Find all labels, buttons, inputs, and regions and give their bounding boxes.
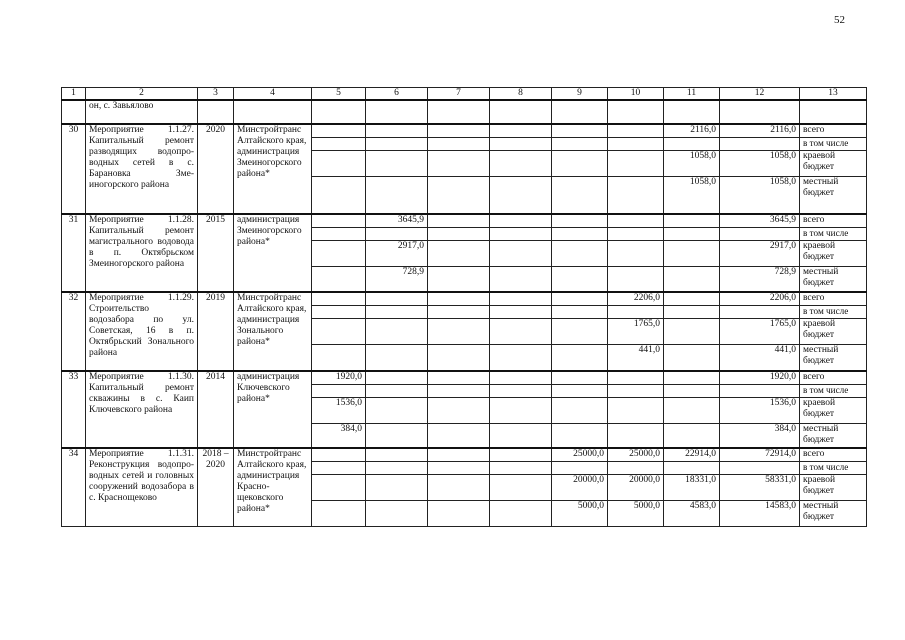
year-value (428, 227, 490, 240)
year-value (366, 150, 428, 176)
year-value (490, 305, 552, 318)
year-value (312, 292, 366, 305)
year-value (312, 318, 366, 344)
year-value (552, 371, 608, 384)
year-value (490, 474, 552, 500)
funding-source: всего (800, 448, 867, 461)
year-value: 20000,0 (608, 474, 664, 500)
year-value (428, 240, 490, 266)
table-row (62, 371, 867, 384)
year-value: 25000,0 (552, 448, 608, 461)
year-value (490, 500, 552, 526)
executor: администрация Ключевского района* (234, 371, 312, 448)
empty-cell (720, 100, 800, 124)
empty-cell (366, 100, 428, 124)
year-value: 3645,9 (366, 214, 428, 227)
year-value (366, 137, 428, 150)
total-value (720, 305, 800, 318)
year-value: 384,0 (312, 423, 366, 448)
year-value: 2917,0 (366, 240, 428, 266)
year-value (366, 448, 428, 461)
year-value: 728,9 (366, 266, 428, 292)
empty-cell (664, 100, 720, 124)
year-value: 5000,0 (608, 500, 664, 526)
funding-source: всего (800, 371, 867, 384)
year-value (552, 266, 608, 292)
implementation-year: 2019 (198, 292, 234, 371)
year-value (664, 227, 720, 240)
year-value (664, 423, 720, 448)
year-value: 1920,0 (312, 371, 366, 384)
year-value (490, 292, 552, 305)
year-value: 4583,0 (664, 500, 720, 526)
year-value (490, 227, 552, 240)
year-value (490, 176, 552, 214)
year-value (428, 266, 490, 292)
table-row (62, 448, 867, 461)
page-number: 52 (834, 14, 845, 26)
table-row (62, 292, 867, 305)
year-value (490, 384, 552, 397)
year-value (428, 384, 490, 397)
year-value (312, 500, 366, 526)
year-value (608, 371, 664, 384)
year-value (552, 423, 608, 448)
continuation-text: он, с. Завьялово (86, 100, 198, 124)
total-value: 1058,0 (720, 150, 800, 176)
total-value: 1920,0 (720, 371, 800, 384)
table-row (62, 124, 867, 137)
funding-source: в том числе (800, 384, 867, 397)
implementation-year: 2015 (198, 214, 234, 292)
header-cell: 8 (490, 88, 552, 101)
executor: Минстройтранс Алтайского края, администрация Зонального района* (234, 292, 312, 371)
measure-name: Мероприятие 1.1.27. Капитальный ремонт разводящих водопроводных сетей в с. Барановка Змеиногорского района (86, 124, 198, 214)
header-cell: 9 (552, 88, 608, 101)
total-value: 3645,9 (720, 214, 800, 227)
total-value (720, 227, 800, 240)
year-value: 1765,0 (608, 318, 664, 344)
year-value (664, 318, 720, 344)
empty-cell (552, 100, 608, 124)
total-value: 2917,0 (720, 240, 800, 266)
row-number: 32 (62, 292, 86, 371)
year-value: 2116,0 (664, 124, 720, 137)
table-row (62, 214, 867, 227)
year-value (366, 500, 428, 526)
year-value (312, 461, 366, 474)
table-header-row (62, 88, 867, 101)
year-value (608, 423, 664, 448)
year-value (664, 214, 720, 227)
year-value (428, 305, 490, 318)
year-value (366, 344, 428, 371)
year-value (552, 318, 608, 344)
empty-cell (608, 100, 664, 124)
year-value (608, 305, 664, 318)
funding-source: всего (800, 292, 867, 305)
year-value (552, 137, 608, 150)
year-value (366, 423, 428, 448)
year-value (490, 150, 552, 176)
year-value (552, 344, 608, 371)
year-value (608, 227, 664, 240)
year-value (312, 176, 366, 214)
funding-source: всего (800, 214, 867, 227)
empty-cell (428, 100, 490, 124)
budget-table (61, 87, 867, 527)
year-value (664, 384, 720, 397)
year-value (366, 176, 428, 214)
year-value (552, 124, 608, 137)
year-value (608, 150, 664, 176)
year-value (490, 448, 552, 461)
empty-cell (312, 100, 366, 124)
empty-cell (62, 100, 86, 124)
year-value (664, 371, 720, 384)
measure-name: Мероприятие 1.1.30. Капитальный ремонт скважины в с. Каип Ключевского района (86, 371, 198, 448)
row-number: 30 (62, 124, 86, 214)
year-value (490, 266, 552, 292)
year-value (366, 474, 428, 500)
year-value (664, 397, 720, 423)
year-value (312, 305, 366, 318)
year-value (552, 227, 608, 240)
year-value (552, 150, 608, 176)
empty-cell (198, 100, 234, 124)
year-value (490, 423, 552, 448)
row-number: 33 (62, 371, 86, 448)
year-value (552, 384, 608, 397)
year-value (428, 500, 490, 526)
funding-source: местный бюджет (800, 500, 867, 526)
total-value: 1058,0 (720, 176, 800, 214)
year-value (366, 397, 428, 423)
year-value (428, 448, 490, 461)
header-cell: 2 (86, 88, 198, 101)
header-cell: 6 (366, 88, 428, 101)
total-value: 2206,0 (720, 292, 800, 305)
header-cell: 1 (62, 88, 86, 101)
year-value: 441,0 (608, 344, 664, 371)
year-value: 1536,0 (312, 397, 366, 423)
year-value: 5000,0 (552, 500, 608, 526)
row-number: 31 (62, 214, 86, 292)
year-value (608, 397, 664, 423)
year-value (312, 474, 366, 500)
year-value (664, 266, 720, 292)
implementation-year: 2018 – 2020 (198, 448, 234, 526)
year-value (428, 423, 490, 448)
total-value: 384,0 (720, 423, 800, 448)
funding-source: в том числе (800, 305, 867, 318)
year-value (428, 124, 490, 137)
year-value (664, 240, 720, 266)
year-value (608, 137, 664, 150)
year-value (664, 305, 720, 318)
year-value (312, 137, 366, 150)
funding-source: краевой бюджет (800, 150, 867, 176)
year-value (366, 305, 428, 318)
measure-name: Мероприятие 1.1.28. Капитальный ремонт магистрального водовода в п. Октябрьском Змеиногорского района (86, 214, 198, 292)
year-value (490, 318, 552, 344)
total-value (720, 461, 800, 474)
header-cell: 12 (720, 88, 800, 101)
year-value (552, 240, 608, 266)
year-value (312, 344, 366, 371)
funding-source: местный бюджет (800, 344, 867, 371)
year-value (366, 124, 428, 137)
year-value (366, 227, 428, 240)
funding-source: местный бюджет (800, 423, 867, 448)
year-value (312, 214, 366, 227)
year-value (664, 292, 720, 305)
implementation-year: 2014 (198, 371, 234, 448)
total-value: 441,0 (720, 344, 800, 371)
year-value (490, 371, 552, 384)
total-value: 58331,0 (720, 474, 800, 500)
total-value (720, 384, 800, 397)
year-value (608, 461, 664, 474)
header-cell: 3 (198, 88, 234, 101)
year-value (366, 461, 428, 474)
year-value (490, 461, 552, 474)
total-value: 1765,0 (720, 318, 800, 344)
year-value (428, 461, 490, 474)
funding-source: местный бюджет (800, 176, 867, 214)
year-value (664, 344, 720, 371)
year-value (552, 214, 608, 227)
measure-name: Мероприятие 1.1.31. Реконструкция водопроводных сетей и головных сооружений водозабора в с. Краснощеково (86, 448, 198, 526)
year-value: 22914,0 (664, 448, 720, 461)
year-value (366, 318, 428, 344)
year-value (664, 137, 720, 150)
total-value: 1536,0 (720, 397, 800, 423)
executor: администрация Змеиногорского района* (234, 214, 312, 292)
funding-source: краевой бюджет (800, 240, 867, 266)
funding-source: в том числе (800, 137, 867, 150)
year-value (608, 384, 664, 397)
year-value (490, 214, 552, 227)
executor: Минстройтранс Алтайского края, администрация Краснощековского района* (234, 448, 312, 526)
funding-source: в том числе (800, 461, 867, 474)
year-value: 1058,0 (664, 176, 720, 214)
year-value (490, 397, 552, 423)
year-value (312, 150, 366, 176)
funding-source: краевой бюджет (800, 474, 867, 500)
year-value (490, 137, 552, 150)
total-value: 2116,0 (720, 124, 800, 137)
year-value (490, 124, 552, 137)
year-value (428, 150, 490, 176)
year-value (312, 384, 366, 397)
year-value (428, 292, 490, 305)
funding-source: местный бюджет (800, 266, 867, 292)
year-value (428, 397, 490, 423)
year-value (552, 176, 608, 214)
empty-cell (490, 100, 552, 124)
total-value: 72914,0 (720, 448, 800, 461)
funding-source: краевой бюджет (800, 397, 867, 423)
year-value (428, 137, 490, 150)
year-value (428, 214, 490, 227)
executor: Минстройтранс Алтайского края, администрация Змеиногорского района* (234, 124, 312, 214)
funding-source: в том числе (800, 227, 867, 240)
header-cell: 11 (664, 88, 720, 101)
year-value (552, 305, 608, 318)
total-value: 14583,0 (720, 500, 800, 526)
empty-cell (800, 100, 867, 124)
year-value (608, 124, 664, 137)
year-value (428, 318, 490, 344)
implementation-year: 2020 (198, 124, 234, 214)
year-value: 20000,0 (552, 474, 608, 500)
year-value (552, 292, 608, 305)
header-cell: 13 (800, 88, 867, 101)
header-cell: 5 (312, 88, 366, 101)
row-number: 34 (62, 448, 86, 526)
year-value (366, 292, 428, 305)
year-value: 25000,0 (608, 448, 664, 461)
year-value: 18331,0 (664, 474, 720, 500)
year-value (366, 384, 428, 397)
year-value (312, 240, 366, 266)
year-value (608, 266, 664, 292)
empty-cell (234, 100, 312, 124)
year-value (608, 240, 664, 266)
header-cell: 4 (234, 88, 312, 101)
year-value (428, 176, 490, 214)
year-value (490, 344, 552, 371)
year-value (608, 176, 664, 214)
year-value (664, 461, 720, 474)
total-value (720, 137, 800, 150)
year-value (552, 397, 608, 423)
year-value (312, 227, 366, 240)
year-value (312, 266, 366, 292)
year-value (552, 461, 608, 474)
year-value (490, 240, 552, 266)
funding-source: краевой бюджет (800, 318, 867, 344)
year-value (312, 124, 366, 137)
measure-name: Мероприятие 1.1.29. Строительство водозабора по ул. Советская, 16 в п. Октябрьский Зонального района (86, 292, 198, 371)
year-value (428, 344, 490, 371)
year-value (312, 448, 366, 461)
year-value (366, 371, 428, 384)
year-value: 2206,0 (608, 292, 664, 305)
year-value (428, 474, 490, 500)
header-cell: 10 (608, 88, 664, 101)
year-value (428, 371, 490, 384)
header-cell: 7 (428, 88, 490, 101)
total-value: 728,9 (720, 266, 800, 292)
continuation-row (62, 100, 867, 124)
year-value (608, 214, 664, 227)
funding-source: всего (800, 124, 867, 137)
year-value: 1058,0 (664, 150, 720, 176)
